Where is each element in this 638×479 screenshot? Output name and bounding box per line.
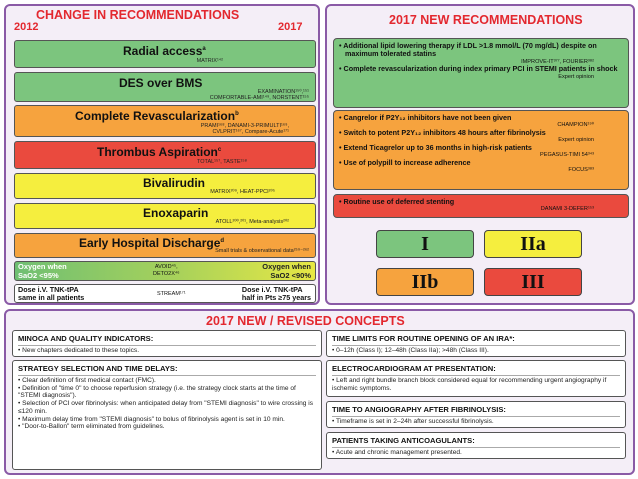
row-title: Thrombus Aspiration$^c$ [97, 145, 222, 159]
concept-title: STRATEGY SELECTION AND TIME DELAYS: [18, 364, 178, 373]
row-source-1: EXAMINATION¹⁵⁰,¹⁵¹ [257, 89, 309, 95]
row-title: DES over BMS [119, 76, 203, 90]
time-limits-box [326, 330, 626, 357]
legend-class-i: I [376, 230, 474, 258]
class-i-box [333, 38, 629, 108]
legend-class-iia: IIa [484, 230, 582, 258]
concept-title: MINOCA AND QUALITY INDICATORS: [18, 334, 154, 343]
recommendation-item: • Routine use of deferred stenting DANAMI 3-DEFER¹⁵³ [339, 197, 594, 213]
change-panel [4, 4, 320, 305]
concept-title: PATIENTS TAKING ANTICOAGULANTS: [332, 436, 475, 445]
class-iii-box [333, 194, 629, 218]
oxygen-mid: AVOID⁴⁵, DETO2X⁴⁶ [153, 264, 180, 277]
row-thrombus-aspiration [14, 141, 316, 169]
class-iib-box [333, 110, 629, 190]
recommendation-item: • Extend Ticagrelor up to 36 months in high-risk patients PEGASUS-TIMI 54³⁴³ [339, 142, 594, 159]
row-radial-access [14, 40, 316, 68]
change-panel-title: CHANGE IN RECOMMENDATIONS [36, 8, 240, 22]
concept-item: • Selection of PCI over fibrinolysis: when anticipated delay from "STEMI diagnosis" to wire crossing is ≤120 min. [18, 400, 314, 415]
minoca-box [12, 330, 322, 357]
row-source: Small trials & observational data²⁵⁹⁻²⁶² [215, 248, 309, 254]
concept-item: • Timeframe is set in 2–24h after successful fibrinolysis. [332, 418, 494, 425]
row-source: TOTAL¹⁵⁷, TASTE¹⁵⁸ [196, 159, 247, 165]
concept-item: • Left and right bundle branch block considered equal for recommending urgent angiography if ischemic symptoms. [332, 377, 607, 392]
concept-item: • "Door-to-Ballon" term eliminated from guidelines. [18, 423, 165, 431]
concept-title: ELECTROCARDIOGRAM AT PRESENTATION: [332, 364, 496, 373]
row-source: MATRIX¹⁴² [196, 58, 223, 64]
concept-title: TIME TO ANGIOGRAPHY AFTER FIBRINOLYSIS: [332, 405, 506, 414]
row-des-over-bms [14, 72, 316, 102]
year-start: 2012 [14, 21, 39, 33]
concept-title: TIME LIMITS FOR ROUTINE OPENING OF AN IRA*: [332, 334, 515, 343]
row-bivalirudin [14, 173, 316, 199]
row-title: Early Hospital Discharge$^d$ [79, 236, 225, 250]
recommendation-item: • Cangrelor if P2Y₁₂ inhibitors have not been given CHAMPION¹⁹⁰ [339, 113, 594, 129]
concept-item: • 0–12h (Class I); 12–48h (Class IIa); >48h (Class III). [332, 347, 489, 354]
row-source: ATOLL²⁰⁰,²⁰¹, Meta-analysis²⁰² [215, 219, 289, 225]
concept-item: • Maximum delay time from "STEMI diagnosis" to bolus of fibrinolysis agent is set in 10 min. [18, 415, 285, 423]
ecg-box [326, 360, 626, 397]
oxygen-right: Oxygen when SaO2 <90% [262, 262, 311, 280]
row-source-2: CVLPRIT¹⁶⁷, Compare-Acute¹⁷¹ [212, 129, 289, 135]
row-source: MATRIX²⁰⁹, HEAT-PPCI²⁰⁵ [210, 189, 275, 195]
anticoagulants-box [326, 432, 626, 459]
recommendation-item: • Use of polypill to increase adherence FOCUS³⁸³ [339, 157, 594, 174]
new-recommendations-title: 2017 NEW RECOMMENDATIONS [389, 13, 583, 27]
concept-item: • Clear definition of first medical contact (FMC). [18, 377, 156, 384]
row-title: Enoxaparin [143, 206, 209, 220]
tnk-right: Dose i.V. TNK-tPA half in Pts ≥75 years [241, 285, 311, 303]
recommendation-item: • Additional lipid lowering therapy if LDL >1.8 mmol/L (70 mg/dL) despite on maximum tolerated statins IMPROVE-IT³⁷⁷, FOURIER³⁸² [339, 41, 597, 65]
row-oxygen [14, 261, 316, 281]
recommendation-item: • Complete revascularization during index primary PCI in STEMI patients in shock Expert opinion [339, 64, 618, 80]
tnk-left: Dose i.V. TNK-tPA same in all patients [18, 285, 85, 303]
year-end: 2017 [278, 21, 303, 33]
row-title: Bivalirudin [143, 176, 206, 190]
row-source-1: PRAMI¹⁶⁸, DANAMI-3-PRIMULTI¹⁶⁹, [200, 123, 289, 129]
concept-item: • Definition of "time 0" to choose reperfusion strategy (i.e. the strategy clock starts at the time of "STEMI diagnosis"). [18, 384, 296, 400]
row-title: Complete Revascularization$^b$ [75, 109, 239, 123]
concept-item: • New chapters dedicated to these topics. [18, 347, 140, 354]
row-enoxaparin [14, 203, 316, 229]
revised-concepts-title: 2017 NEW / REVISED CONCEPTS [206, 314, 405, 328]
recommendation-item: • Switch to potent P2Y₁₂ inhibitors 48 hours after fibrinolysis Expert opinion [339, 127, 594, 144]
concept-item: • Acute and chronic management presented. [332, 449, 462, 456]
row-early-hospital-discharge [14, 233, 316, 258]
tnk-mid: STREAM¹⁷¹ [157, 291, 186, 297]
oxygen-left: Oxygen when SaO2 <95% [18, 262, 67, 280]
angiography-box [326, 401, 626, 428]
legend-class-iii: III [484, 268, 582, 296]
row-title: Radial access$^a$ [123, 44, 206, 58]
strategy-box [12, 360, 322, 470]
legend-class-iib: IIb [376, 268, 474, 296]
row-complete-revascularization [14, 105, 316, 137]
row-source-2: COMFORTABLE-AMI¹⁴⁹, NORSTENT¹⁵⁵ [209, 95, 309, 101]
row-tnk-tpa [14, 284, 316, 303]
